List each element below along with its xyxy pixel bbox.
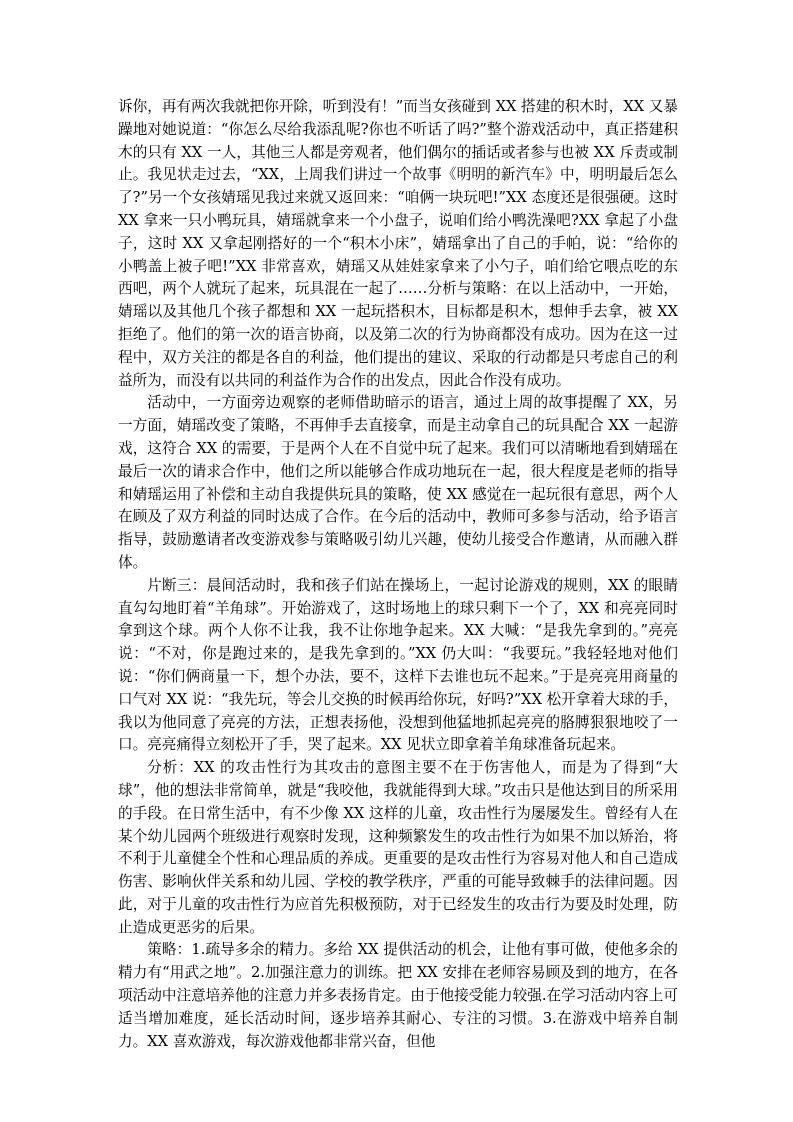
paragraph-block-fragment-three: 片断三：晨间活动时，我和孩子们站在操场上，一起讨论游戏的规则，XX 的眼睛直勾勾地盯着“羊角球”。开始游戏了，这时场地上的球只剩下一个了，XX 和亮亮同时拿到这个球。两个人你不让我，我不让你地争起来。XX 大喊：“是我先拿到的。”亮亮说：“不对，你是跑过来的，是我先拿到的。”XX 仍大叫：“我要玩。”我轻轻地对他们说：“你们俩商量一下，想个办法，要不，这样下去谁也玩不起来。”于是亮亮用商量的口气对 XX 说：“我先玩，等会儿交换的时候再给你玩，好吗?”XX 松开拿着大球的手，我以为他同意了亮亮的方法，正想表扬他，没想到他猛地抓起亮亮的胳膊狠狠地咬了一口。亮亮痛得立刻松开了手，哭了起来。XX 见状立即拿着羊角球准备玩起来。 [118,576,678,754]
paragraph-block-teacher-guidance: 活动中，一方面旁边观察的老师借助暗示的语言，通过上周的故事提醒了 XX，另一方面，婧瑶改变了策略，不再伸手去直接拿，而是主动拿自己的玩具配合 XX 一起游戏，这符合 XX 的需要，于是两个人在不自觉中玩了起来。我们可以清晰地看到婧瑶在最后一次的请求合作中，他们之所以能够合作成功地玩在一起，很大程度是老师的指导和婧瑶运用了补偿和主动自我提供玩具的策略，使 XX 感觉在一起玩很有意思，两个人在顾及了双方利益的同时达成了合作。在今后的活动中，教师可多参与活动，给予语言指导，鼓励邀请者改变游戏参与策略吸引幼儿兴趣，使幼儿接受合作邀请，从而融入群体。 [118,394,678,571]
paragraph-block-analysis: 分析：XX 的攻击性行为其攻击的意图主要不在于伤害他人，而是为了得到“大球”，他的想法非常简单，就是“我咬他，我就能得到大球。”攻击只是他达到目的所采用的手段。在日常生活中，有不少像 XX 这样的儿童，攻击性行为屡屡发生。曾经有人在某个幼儿园两个班级进行观察时发现，这种频繁发生的攻击性行为如果不加以矫治，将不利于儿童健全个性和心理品质的养成。更重要的是攻击性行为容易对他人和自己造成伤害、影响伙伴关系和幼儿园、学校的教学秩序，严重的可能导致棘手的法律问题。因此，对于儿童的攻击性行为应首先积极预防，对于已经发生的攻击行为要及时处理，防止造成更恶劣的后果。 [118,759,678,936]
document-page [118,96,678,1053]
paragraph-block-strategy: 策略：1.疏导多余的精力。多给 XX 提供活动的机会，让他有事可做，使他多余的精力有“用武之地”。2.加强注意力的训练。把 XX 安排在老师容易顾及到的地方，在各项活动中注意培养他的注意力并多表扬肯定。由于他接受能力较强.在学习活动内容上可适当增加难度，延长活动时间，逐步培养其耐心、专注的习惯。3.在游戏中培养自制力。XX 喜欢游戏，每次游戏他都非常兴奋，但他 [118,941,678,1050]
paragraph-block-story-continuation: 诉你，再有两次我就把你开除，听到没有！”而当女孩碰到 XX 搭建的积木时，XX 又暴躁地对她说道：“你怎么尽给我添乱呢?你也不听话了吗?”整个游戏活动中，真正搭建积木的只有 XX 一人，其他三人都是旁观者，他们偶尔的插话或者参与也被 XX 斥责或制止。我见状走过去，“XX，上周我们讲过一个故事《明明的新汽车》中，明明最后怎么了?”另一个女孩婧瑶见我过来就又返回来：“咱俩一块玩吧!”XX 态度还是很强硬。这时 XX 拿来一只小鸭玩具，婧瑶就拿来一个小盘子，说咱们给小鸭洗澡吧?XX 拿起了小盘子，这时 XX 又拿起刚搭好的一个“积木小床”，婧瑶拿出了自己的手帕，说：“给你的小鸭盖上被子吧!”XX 非常喜欢，婧瑶又从娃娃家拿来了小勺子，咱们给它喂点吃的东西吧，两个人就玩了起来，玩具混在一起了……分析与策略：在以上活动中，一开始，婧瑶以及其他几个孩子都想和 XX 一起玩搭积木，目标都是积木，想伸手去拿，被 XX 拒绝了。他们的第一次的语言协商，以及第二次的行为协商都没有成功。因为在这一过程中，双方关注的都是各自的利益，他们提出的建议、采取的行动都是只考虑自己的利益所为，而没有以共同的利益作为合作的出发点，因此合作没有成功。 [118,98,678,389]
